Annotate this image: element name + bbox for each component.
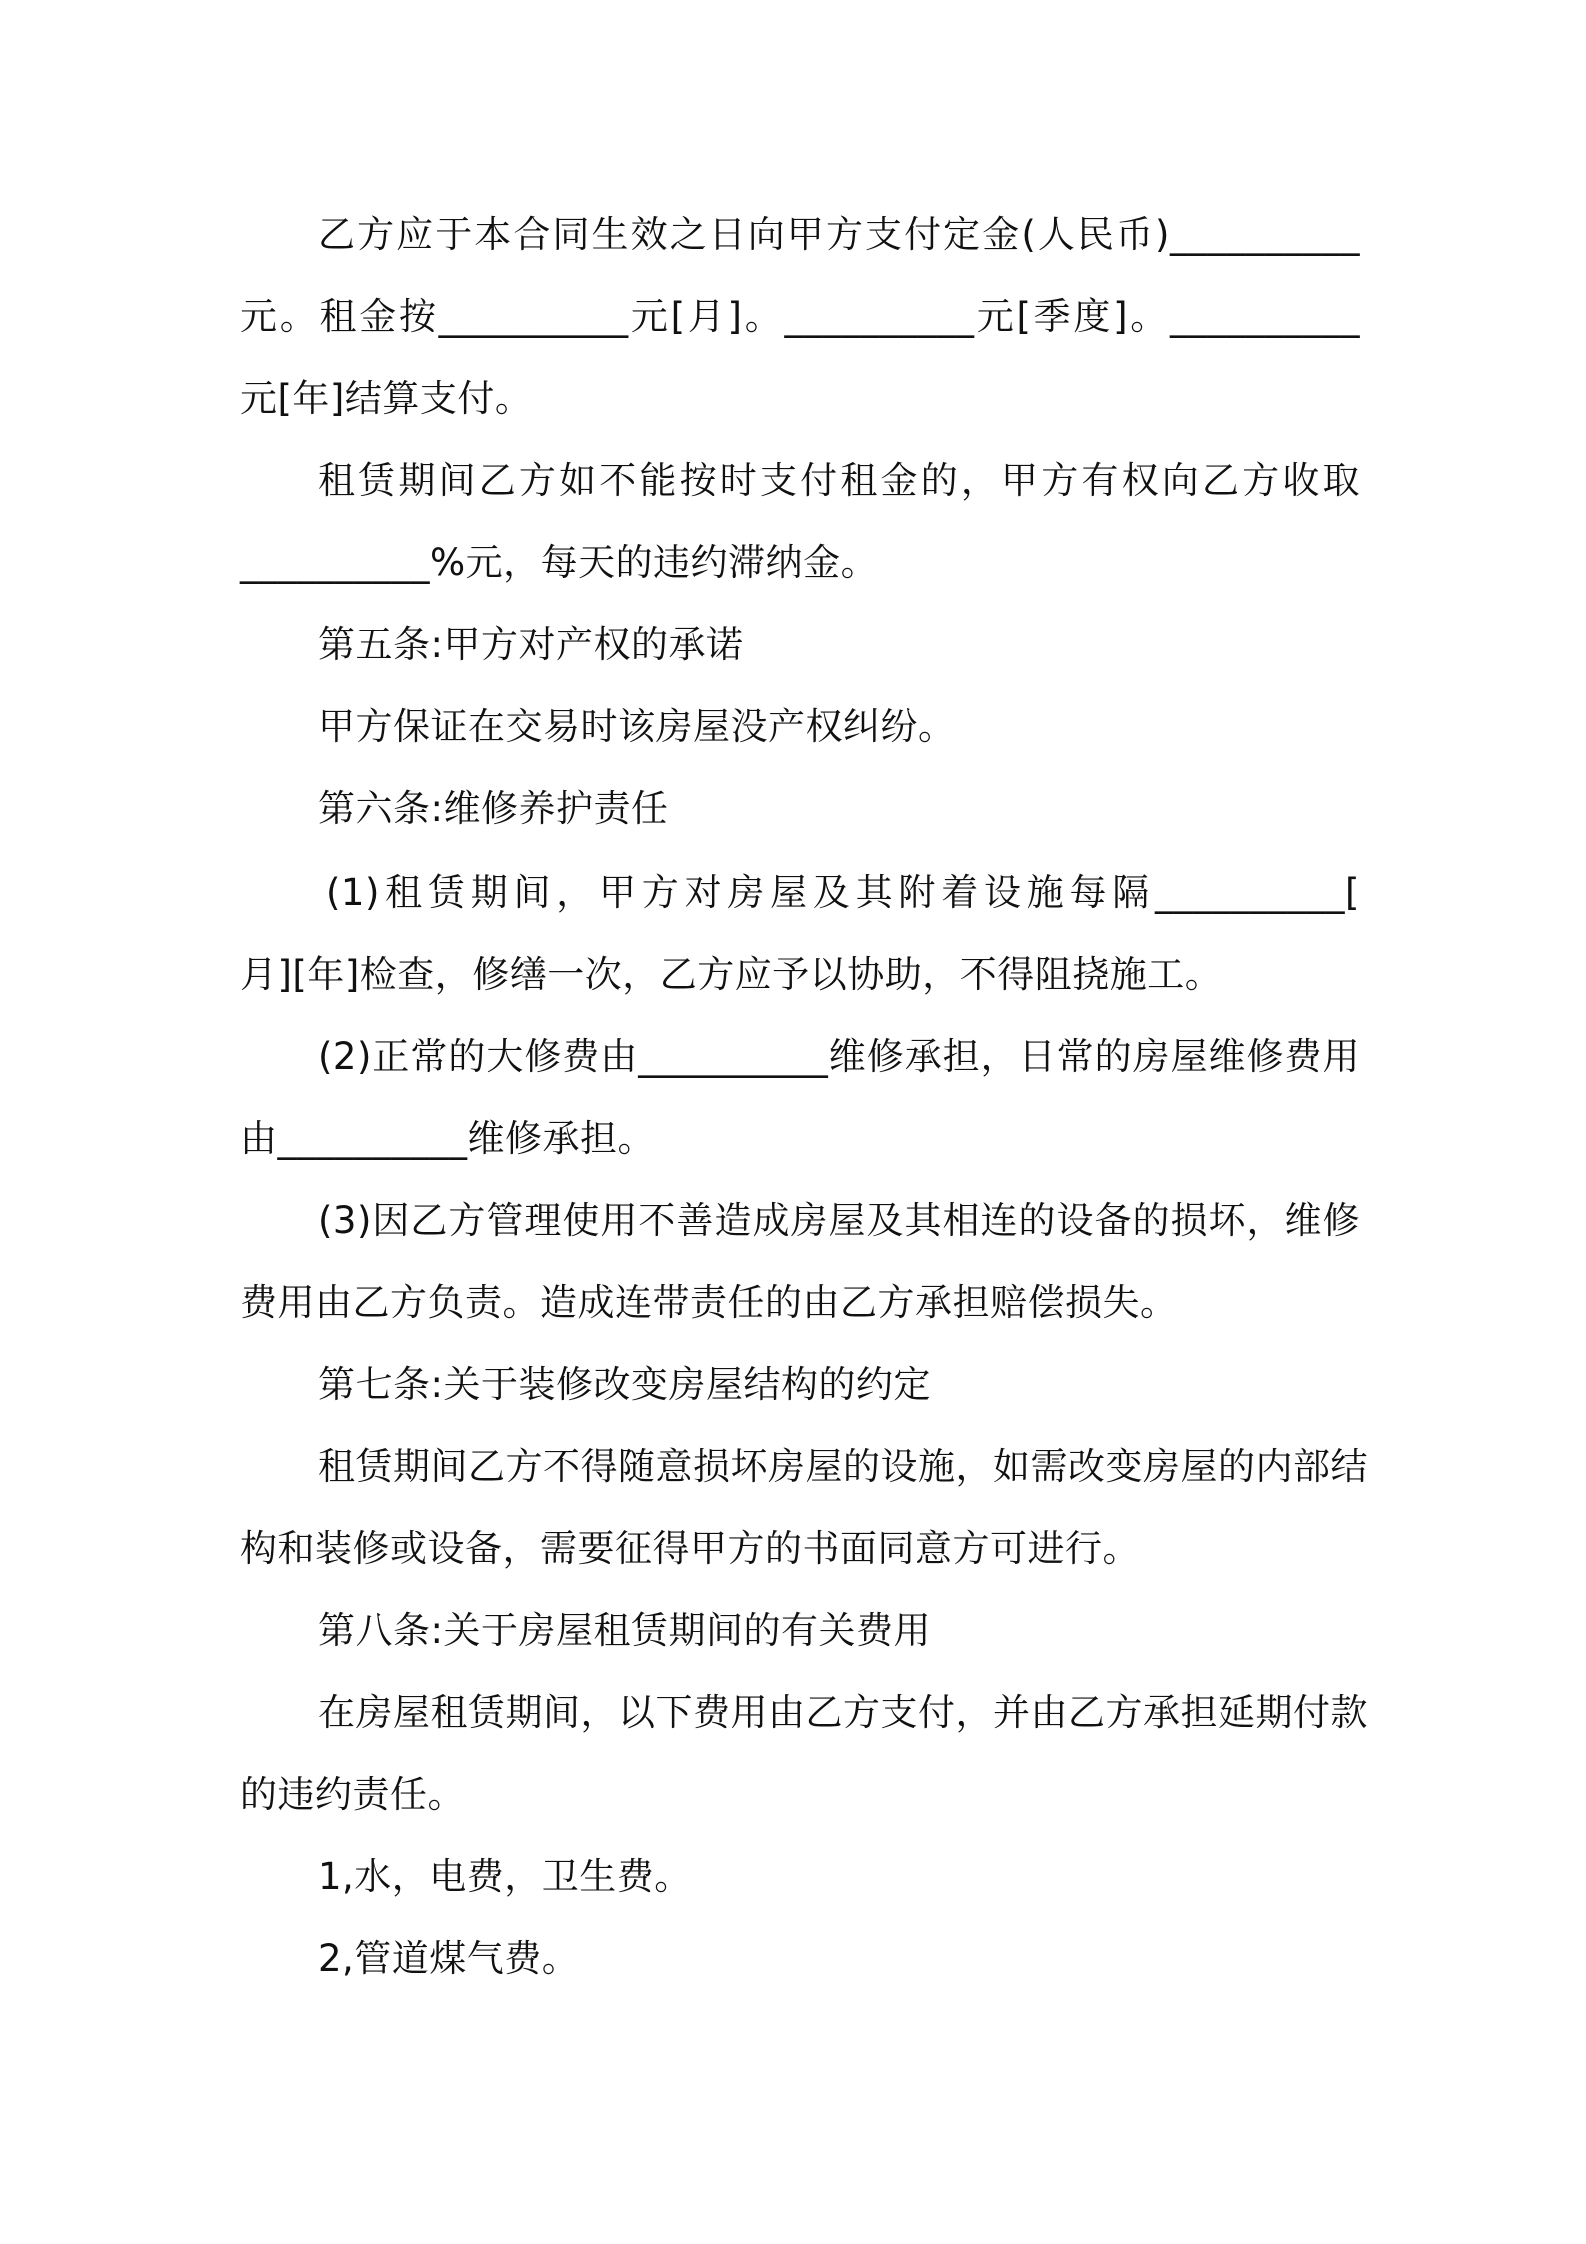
article-5-heading: 第五条:甲方对产权的承诺 (318, 623, 744, 666)
paragraph-late-fee-line-1: 租赁期间乙方如不能按时支付租金的，甲方有权向乙方收取 (318, 459, 1360, 502)
clause-6-1-line-1: (1)租赁期间，甲方对房屋及其附着设施每隔__________[ (326, 871, 1360, 914)
article-8-text-line-1: 在房屋租赁期间，以下费用由乙方支付，并由乙方承担延期付款 (318, 1691, 1368, 1734)
fee-item-2: 2,管道煤气费。 (318, 1937, 580, 1980)
paragraph-deposit-line-3: 元[年]结算支付。 (240, 377, 533, 420)
article-5-text: 甲方保证在交易时该房屋没产权纠纷。 (318, 705, 956, 748)
article-8-heading: 第八条:关于房屋租赁期间的有关费用 (318, 1609, 931, 1652)
article-7-heading: 第七条:关于装修改变房屋结构的约定 (318, 1363, 931, 1406)
article-6-heading: 第六条:维修养护责任 (318, 787, 669, 830)
clause-6-1-line-2: 月][年]检查，修缮一次，乙方应予以协助，不得阻挠施工。 (240, 953, 1223, 996)
article-7-text-line-1: 租赁期间乙方不得随意损坏房屋的设施，如需改变房屋的内部结 (318, 1445, 1368, 1488)
article-8-text-line-2: 的违约责任。 (240, 1773, 465, 1816)
paragraph-deposit-line-1: 乙方应于本合同生效之日向甲方支付定金(人民币)__________ (318, 213, 1360, 256)
clause-6-2-line-1: (2)正常的大修费由__________维修承担，日常的房屋维修费用 (318, 1035, 1360, 1078)
clause-6-2-line-2: 由__________维修承担。 (240, 1117, 655, 1160)
fee-item-1: 1,水，电费，卫生费。 (318, 1855, 692, 1898)
paragraph-deposit-line-2: 元。租金按__________元[月]。__________元[季度]。__________ (240, 295, 1360, 338)
clause-6-3-line-1: (3)因乙方管理使用不善造成房屋及其相连的设备的损坏，维修 (318, 1199, 1360, 1242)
paragraph-late-fee-line-2: __________%元，每天的违约滞纳金。 (240, 541, 879, 584)
clause-6-3-line-2: 费用由乙方负责。造成连带责任的由乙方承担赔偿损失。 (240, 1281, 1178, 1324)
article-7-text-line-2: 构和装修或设备，需要征得甲方的书面同意方可进行。 (240, 1527, 1140, 1570)
